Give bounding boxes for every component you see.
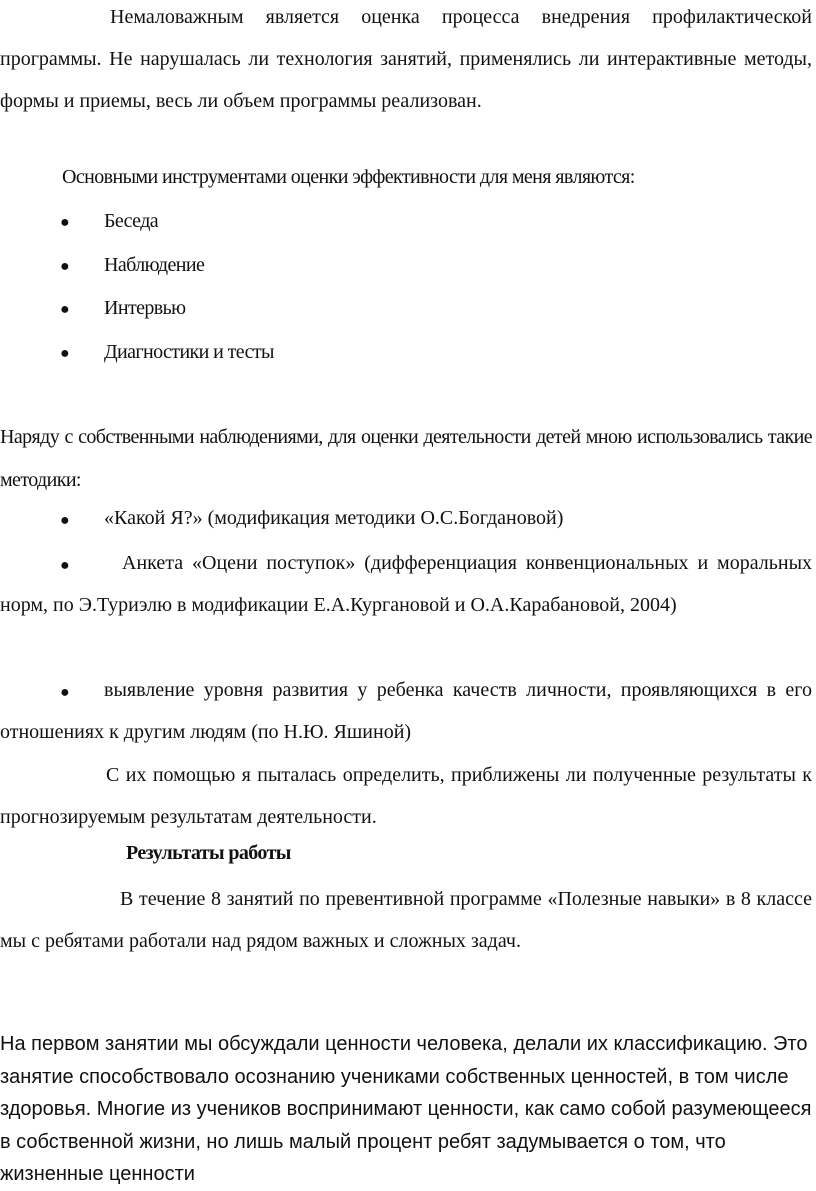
results-heading: Результаты работы <box>126 842 291 864</box>
tools-intro: Основными инструментами оценки эффективности для меня являются: <box>62 166 635 188</box>
results-paragraph-1: В течение 8 занятий по превентивной программе «Полезные навыки» в 8 классе мы с ребятами работали над рядом важных и сложных задач. <box>0 888 812 952</box>
bullet-icon: ● <box>60 258 70 275</box>
purpose-paragraph: С их помощью я пыталась определить, приближены ли полученные результаты к прогнозируемым результатам деятельности. <box>0 764 812 828</box>
intro-paragraph: Немаловажным является оценка процесса внедрения профилактической программы. Не нарушалась ли технология занятий, применялись ли интерактивные методы, формы и приемы, весь ли объем программы реализован. <box>0 6 812 112</box>
bullet-icon: ● <box>60 345 70 362</box>
methods-item: «Какой Я?» (модификация методики О.С.Богдановой) <box>104 507 564 529</box>
bullet-icon: ● <box>60 214 70 231</box>
methods-item: выявление уровня развития у ребенка качеств личности, проявляющихся в его отношениях к другим людям (по Н.Ю. Яшиной) <box>0 679 812 743</box>
results-paragraph-2: На первом занятии мы обсуждали ценности человека, делали их классификацию. Это занятие способствовало осознанию учениками собственных ценностей, в том числе здоровья. Многие из учеников воспринимают ценности, как само собой разумеющееся в собственной жизни, но лишь малый процент ребят задумывается о том, что жизненные ценности <box>0 1033 812 1185</box>
bullet-icon: ● <box>60 512 70 529</box>
methods-item: Анкета «Оцени поступок» (дифференциация конвенциональных и моральных норм, по Э.Туриэлю в модификации Е.А.Кургановой и О.А.Карабановой, 2004) <box>0 552 812 616</box>
methods-intro: Наряду с собственными наблюдениями, для оценки деятельности детей мною использовались такие методики: <box>0 426 812 491</box>
tools-item: Диагностики и тесты <box>104 341 274 363</box>
bullet-icon: ● <box>60 557 70 574</box>
bullet-icon: ● <box>60 301 70 318</box>
tools-item: Наблюдение <box>104 254 205 276</box>
tools-item: Беседа <box>104 210 159 232</box>
bullet-icon: ● <box>60 684 70 701</box>
tools-item: Интервью <box>104 297 186 319</box>
